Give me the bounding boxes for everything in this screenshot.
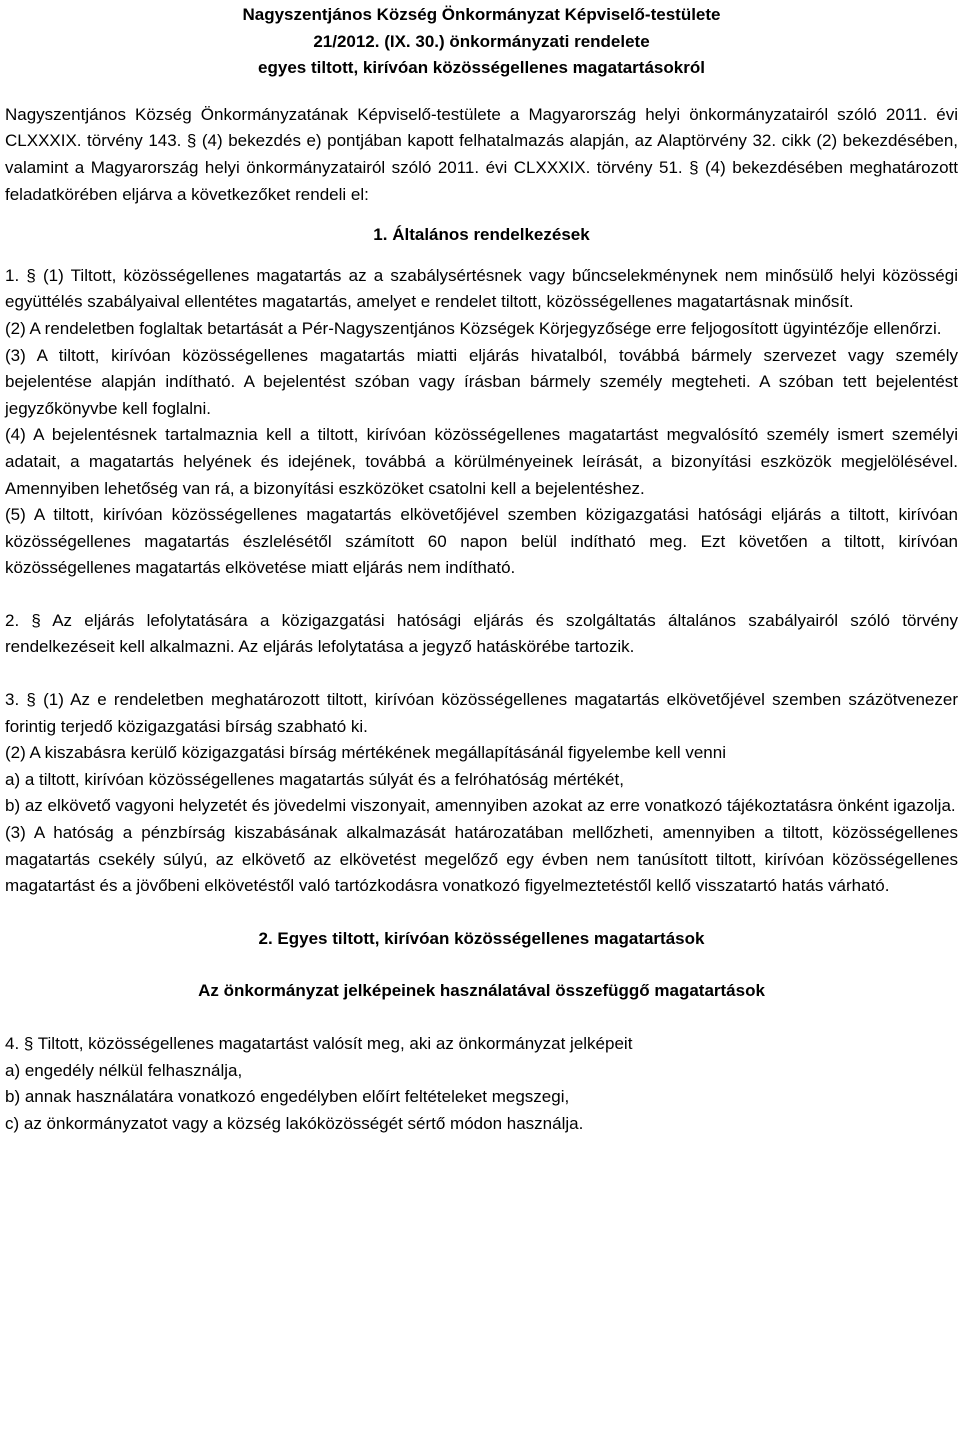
section-1-body (5, 263, 958, 900)
title-line-2: 21/2012. (IX. 30.) önkormányzati rendelete (313, 31, 650, 51)
paragraph-4-a: a) engedély nélkül felhasználja, (5, 1060, 243, 1080)
paragraph-4: 4. § Tiltott, közösségellenes magatartást valósít meg, aki az önkormányzat jelképeit (5, 1034, 633, 1053)
section-1-heading: 1. Általános rendelkezések (373, 225, 590, 245)
paragraph-1-3: (3) A tiltott, kirívóan közösségellenes magatartás miatti eljárás hivatalból, továbbá bármely szervezet vagy személy bejelentése alapján indítható. A bejelentést szóban vagy írásban bármely személy megteheti. A szóban tett bejelentést jegyzőkönyvbe kell foglalni. (5, 345, 958, 418)
paragraph-4-b: b) annak használatára vonatkozó engedélyben előírt feltételeket megszegi, (5, 1087, 570, 1107)
title-line-3: egyes tiltott, kirívóan közösségellenes magatartásokról (258, 58, 705, 78)
paragraph-3-3: (3) A hatóság a pénzbírság kiszabásának alkalmazását határozatában mellőzheti, amennyiben a tiltott, közösségellenes magatartás csekély súlyú, az elkövető az elkövetést megelőző egy évben nem tanúsított tiltott, kirívóan közösségellenes magatartást és a jövőbeni elkövetéstől való tartózkodásra vonatkozó figyelmeztetéstől kellő visszatartó hatás várható. (5, 823, 958, 896)
paragraph-1-5: (5) A tiltott, kirívóan közösségellenes magatartás elkövetőjével szemben közigazgatási hatósági eljárás a tiltott, kirívóan közösségellenes magatartás észlelésétől számított 60 napon belül indítható meg. Ezt követően a tiltott, kirívóan közösségellenes magatartás elkövetése miatt eljárás nem indítható. (5, 505, 958, 578)
paragraph-2: 2. § Az eljárás lefolytatására a közigazgatási hatósági eljárás és szolgáltatás általános szabályairól szóló törvény rendelkezéseit kell alkalmazni. Az eljárás lefolytatása a jegyző hatáskörébe tartozik. (5, 610, 958, 657)
title-line-1: Nagyszentjános Község Önkormányzat Képviselő-testülete (242, 5, 721, 24)
paragraph-1-2: (2) A rendeletben foglaltak betartását a Pér-Nagyszentjános Községek Körjegyzősége erre feljogosított ügyintézője ellenőrzi. (5, 318, 942, 338)
paragraph-3-2a: a) a tiltott, kirívóan közösségellenes magatartás súlyát és a felróhatóság mértékét, (5, 769, 624, 789)
section-2-heading: 2. Egyes tiltott, kirívóan közösségellenes magatartások (258, 928, 705, 948)
section-2-body (5, 1031, 958, 1137)
document-title (5, 2, 958, 82)
paragraph-4-c: c) az önkormányzatot vagy a község lakóközösségét sértő módon használja. (5, 1113, 584, 1133)
section-2-subheading: Az önkormányzat jelképeinek használatával összefüggő magatartások (198, 981, 765, 1001)
paragraph-3-1: 3. § (1) Az e rendeletben meghatározott tiltott, kirívóan közösségellenes magatartás elkövetőjével szemben százötvenezer forintig terjedő közigazgatási bírság szabható ki. (5, 690, 958, 736)
paragraph-1-4: (4) A bejelentésnek tartalmaznia kell a tiltott, kirívóan közösségellenes magatartást megvalósító személy ismert személyi adatait, a magatartás helyének és idejének, továbbá a körülményeinek leírását, a bizonyítási eszközök megjelölésével. Amennyiben lehetőség van rá, a bizonyítási eszközöket csatolni kell a bejelentéshez. (5, 425, 958, 498)
paragraph-3-2b: b) az elkövető vagyoni helyzetét és jövedelmi viszonyait, amennyiben azokat az erre vonatkozó tájékoztatásra önként igazolja. (5, 796, 956, 816)
preamble: Nagyszentjános Község Önkormányzatának Képviselő-testülete a Magyarország helyi önkormányzatairól szóló 2011. évi CLXXXIX. törvény 143. § (4) bekezdés e) pontjában kapott felhatalmazás alapján, az Alaptörvény 32. cikk (2) bekezdésében, valamint a Magyarország helyi önkormányzatairól szóló 2011. évi CLXXXIX. törvény 51. § (4) bekezdésében meghatározott feladatkörében eljárva a következőket rendeli el: (5, 104, 958, 204)
paragraph-1-1: 1. § (1) Tiltott, közösségellenes magatartás az a szabálysértésnek vagy bűncselekménynek nem minősülő helyi közösségi együttélés szabályaival ellentétes magatartás, amelyet e rendelet tiltott, közösségellenes magatartásnak minősít. (5, 265, 958, 312)
paragraph-3-2: (2) A kiszabásra kerülő közigazgatási bírság mértékének megállapításánál figyelembe kell venni (5, 743, 726, 763)
